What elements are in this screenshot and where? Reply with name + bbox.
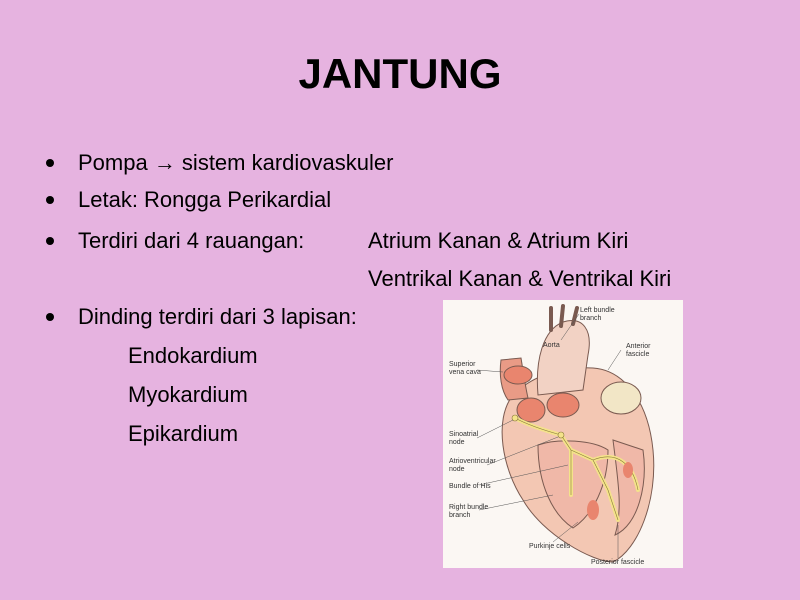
label-left-bundle-branch: branch: [580, 315, 602, 322]
label-sinoatrial-node: Sinoatrial: [449, 431, 479, 438]
label-av-node: Atrioventricular: [449, 458, 496, 465]
bullet-text: Terdiri dari 4 rauangan:: [78, 228, 305, 253]
slide-title: JANTUNG: [298, 50, 502, 97]
bullet-text: Dinding terdiri dari 3 lapisan:: [78, 304, 357, 329]
label-left-bundle-branch: Left bundle: [580, 307, 615, 314]
chambers-line-2: Ventrikal Kanan & Ventrikal Kiri: [368, 266, 672, 291]
label-posterior-fascicle: Posterior fascicle: [591, 559, 645, 566]
bullet-text: Letak: Rongga Perikardial: [78, 187, 332, 212]
layer-item: Endokardium: [128, 343, 258, 368]
layer-item: Myokardium: [128, 382, 248, 407]
label-purkinje-cells: Purkinje cells: [529, 543, 571, 550]
bullet-dot: [46, 237, 54, 245]
label-av-node: node: [449, 466, 465, 473]
label-right-bundle-branch: Right bundle: [449, 504, 489, 511]
label-anterior-fascicle: Anterior: [626, 343, 651, 350]
bullet-text: Pompa → sistem kardiovaskuler: [78, 150, 394, 175]
label-right-bundle-branch: branch: [449, 512, 471, 519]
chambers-line-1: Atrium Kanan & Atrium Kiri: [368, 228, 629, 253]
label-superior-vena-cava: vena cava: [449, 369, 481, 376]
bullet-dot: [46, 196, 54, 204]
label-bundle-of-his: Bundle of His: [449, 483, 491, 490]
heart-conduction-diagram: [443, 300, 683, 568]
label-anterior-fascicle: fascicle: [626, 351, 650, 358]
label-sinoatrial-node: node: [449, 439, 465, 446]
layer-item: Epikardium: [128, 421, 239, 446]
label-aorta: Aorta: [543, 342, 560, 349]
label-superior-vena-cava: Superior: [449, 361, 476, 368]
bullet-dot: [46, 159, 54, 167]
bullet-dot: [46, 313, 54, 321]
